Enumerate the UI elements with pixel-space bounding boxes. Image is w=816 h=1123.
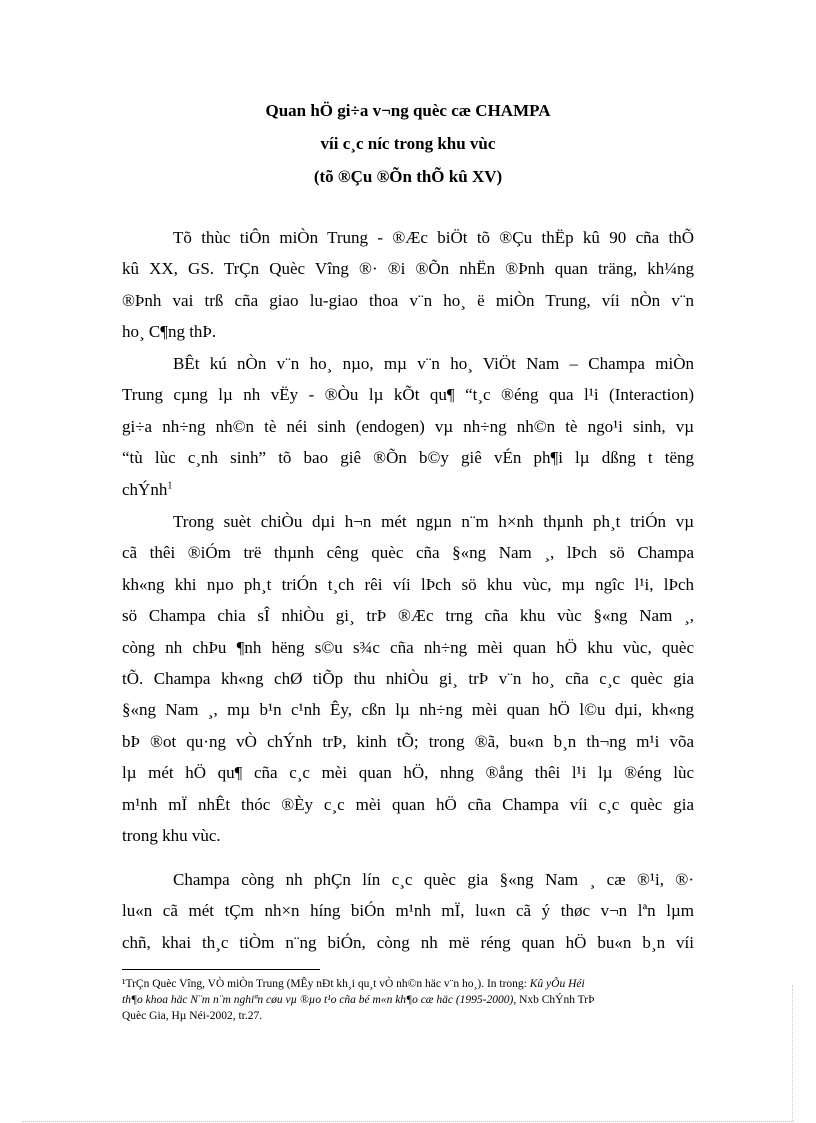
text-line: gi÷a nh÷ng nh©n tè néi sinh (endogen) vµ nh÷ng nh©n tè ngo¹i sinh, vµ: [122, 416, 694, 436]
text-line: Trong suèt chiÒu dµi h¬n mét ngµn n¨m h×nh thµnh ph¸t triÓn vµ: [173, 512, 694, 531]
footnote-italic-text: Kû yÕu Héi: [529, 978, 585, 990]
footnote-separator: [122, 969, 320, 970]
page-bottom-border: [22, 1121, 794, 1122]
text-line: Tõ thùc tiÔn miÒn Trung - ®Æc biÖt tõ ®Çu thËp kû 90 cña thÕ: [173, 228, 694, 247]
text-line: §«ng Nam ¸, mµ b¹n c¹nh Êy, cßn lµ nh÷ng mèi quan hÖ l©u dµi, kh«ng: [122, 700, 694, 720]
text-line: tÕ. Champa kh«ng chØ tiÕp thu nhiÒu gi¸ trÞ v¨n ho¸ cña c¸c quèc gia: [122, 668, 694, 688]
text-line: bÞ ®ot qu·ng vÒ chÝnh trÞ, kinh tÕ; trong ®ã, bu«n b¸n th¬ng m¹i võa: [122, 731, 694, 751]
text-line: m¹nh mÏ nhÊt thóc ®Èy c¸c mèi quan hÖ cña Champa víi c¸c quèc gia: [122, 794, 694, 814]
footnote-italic-text: th¶o khoa häc N¨m n¨m nghiªn cøu vµ ®µo t¹o cña bé m«n kh¶o cæ häc (1995-2000),: [122, 994, 517, 1006]
text-line: kh«ng khi nµo ph¸t triÓn t¸ch rêi víi lÞch sö khu vùc, mµ ngîc l¹i, lÞch: [122, 574, 694, 594]
paragraph-3: [122, 506, 694, 851]
text-line: chñ, khai th¸c tiÒm n¨ng biÓn, còng nh më réng quan hÖ bu«n b¸n víi: [122, 932, 694, 952]
footnote: [122, 976, 694, 1024]
footnote-line: [122, 992, 694, 1008]
text-line: kû XX, GS. TrÇn Quèc Vîng ®· ®i ®Õn nhËn ®Þnh quan träng, kh¼ng: [122, 259, 694, 279]
text-line: lu«n cã mét tÇm nh×n híng biÓn m¹nh mÏ, lu«n cã ý thøc v¬n lªn lµm: [122, 901, 694, 921]
paragraph-2: [122, 348, 694, 505]
footnote-text: ¹TrÇn Quèc Vîng, VÒ miÒn Trung (MÊy nÐt kh¸i qu¸t vÒ nh©n häc v¨n ho¸). In trong:: [122, 978, 530, 990]
paragraph-1: [122, 222, 694, 348]
text-line: “tù lùc c¸nh sinh” tõ bao giê ®Õn b©y giê vÉn ph¶i lµ dßng t tëng: [122, 448, 694, 468]
paragraph-4: [122, 864, 694, 958]
text-line: cã thêi ®iÓm trë thµnh cêng quèc cña §«ng Nam ¸, lÞch sö Champa: [122, 543, 694, 563]
page-right-border: [792, 985, 793, 1121]
text-line: ®Þnh vai trß cña giao lu-giao thoa v¨n ho¸ ë miÒn Trung, víi nÒn v¨n: [122, 290, 694, 310]
title-line-3: (tõ ®Çu ®Õn thÕ kû XV): [313, 167, 503, 186]
title-line-2: víi c¸c níc trong khu vùc: [320, 134, 496, 153]
text-line: sö Champa chia sÎ nhiÒu gi¸ trÞ ®Æc trng cña khu vùc §«ng Nam ¸,: [122, 606, 694, 626]
text-line: Trung cµng lµ nh vËy - ®Òu lµ kÕt qu¶ “t¸c ®éng qua l¹i (Interaction): [122, 385, 694, 405]
footnote-line: [122, 976, 694, 992]
text-line: BÊt kú nÒn v¨n ho¸ nµo, mµ v¨n ho¸ ViÖt Nam – Champa miÒn: [173, 354, 694, 373]
text-fragment: chÝnh: [122, 479, 168, 499]
text-line: còng nh chÞu ¶nh hëng s©u s¾c cña nh÷ng mèi quan hÖ khu vùc, quèc: [122, 637, 694, 657]
footnote-text: Nxb ChÝnh TrÞ: [516, 994, 595, 1006]
footnote-line: Quèc Gia, Hµ Néi-2002, tr.27.: [122, 1010, 263, 1022]
text-line: [122, 474, 694, 505]
footnote-reference[interactable]: 1: [167, 479, 173, 491]
title-line-1: Quan hÖ gi÷a v¬ng quèc cæ CHAMPA: [265, 101, 551, 120]
text-line: ho¸ C¶ng thÞ.: [122, 322, 217, 342]
text-line: trong khu vùc.: [122, 825, 221, 845]
text-line: Champa còng nh phÇn lín c¸c quèc gia §«ng Nam ¸ cæ ®¹i, ®·: [173, 870, 694, 889]
text-line: lµ mét hÖ qu¶ cña c¸c mèi quan hÖ, nhng ®ång thêi l¹i lµ ®éng lùc: [122, 763, 694, 783]
